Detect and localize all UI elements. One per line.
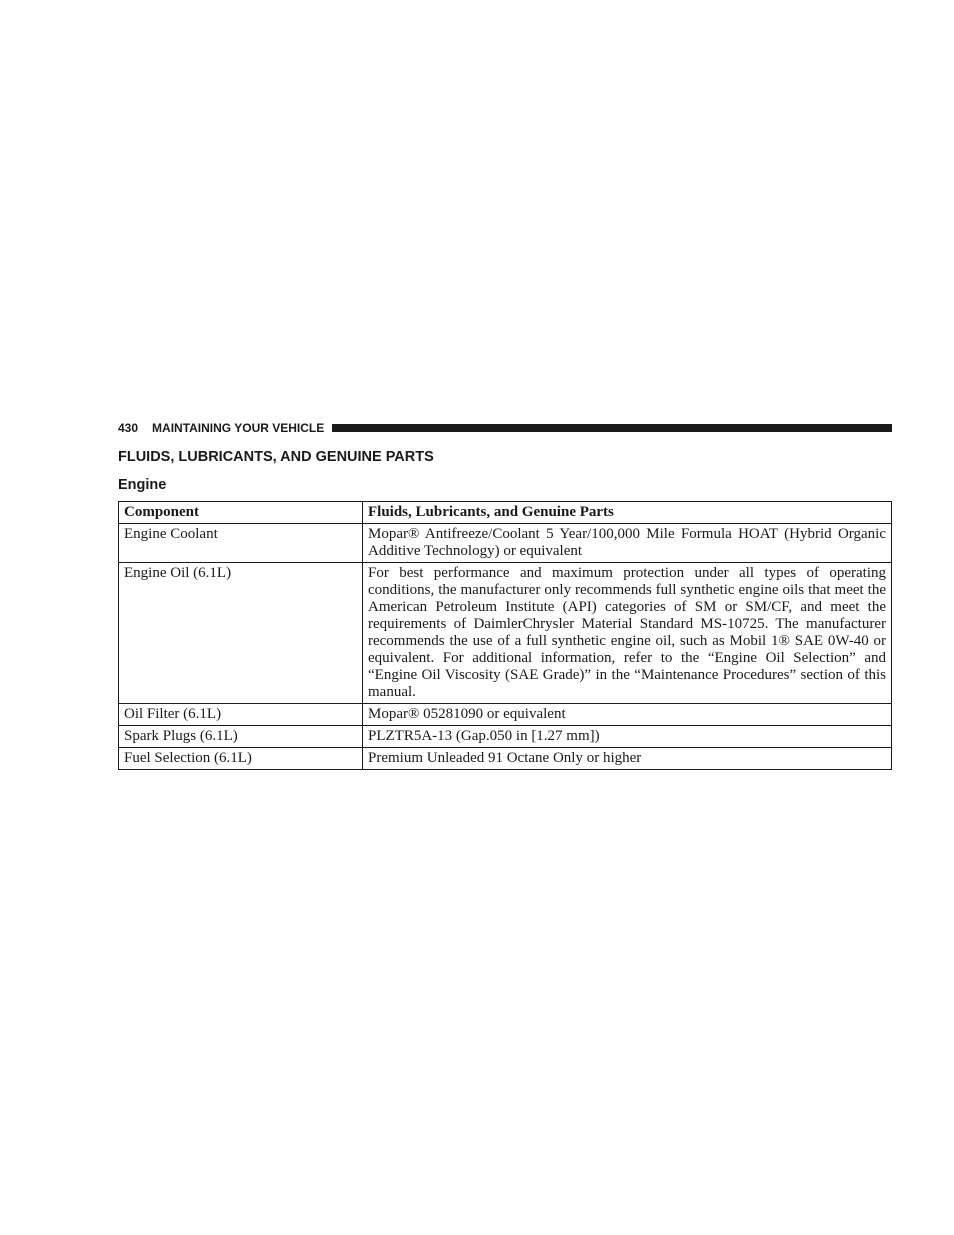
parts-cell: Mopar® Antifreeze/Coolant 5 Year/100,000 Mile Formula HOAT (Hybrid Organic Additive Technology) or equivalent [363, 524, 892, 563]
column-header-component: Component [119, 502, 363, 524]
header-rule [332, 424, 892, 432]
parts-cell: For best performance and maximum protection under all types of operating conditions, the manufacturer only recommends full synthetic engine oils that meet the American Petroleum Institute (API) categories of SM or SM/CF, and meet the requirements of DaimlerChrysler Material Standard MS-10725. The manufacturer recommends the use of a full synthetic engine oil, such as Mobil 1® SAE 0W-40 or equivalent. For additional information, refer to the “Engine Oil Selection” and “Engine Oil Viscosity (SAE Grade)” in the “Maintenance Procedures” section of this manual. [363, 563, 892, 704]
running-title: MAINTAINING YOUR VEHICLE [152, 421, 325, 435]
table-row [119, 748, 892, 770]
component-cell: Oil Filter (6.1L) [119, 704, 363, 726]
parts-cell: PLZTR5A-13 (Gap.050 in [1.27 mm]) [363, 726, 892, 748]
section-title: FLUIDS, LUBRICANTS, AND GENUINE PARTS [118, 449, 434, 465]
component-cell: Fuel Selection (6.1L) [119, 748, 363, 770]
component-cell: Engine Coolant [119, 524, 363, 563]
table-row [119, 563, 892, 704]
table-row [119, 704, 892, 726]
parts-cell: Mopar® 05281090 or equivalent [363, 704, 892, 726]
running-header [118, 419, 892, 437]
column-header-parts: Fluids, Lubricants, and Genuine Parts [363, 502, 892, 524]
engine-subtitle: Engine [118, 477, 167, 493]
engine-parts-table [118, 501, 892, 770]
component-cell: Engine Oil (6.1L) [119, 563, 363, 704]
parts-cell: Premium Unleaded 91 Octane Only or higher [363, 748, 892, 770]
table-row [119, 726, 892, 748]
component-cell: Spark Plugs (6.1L) [119, 726, 363, 748]
table-row [119, 524, 892, 563]
table-header-row [119, 502, 892, 524]
page-number: 430 [118, 421, 139, 435]
